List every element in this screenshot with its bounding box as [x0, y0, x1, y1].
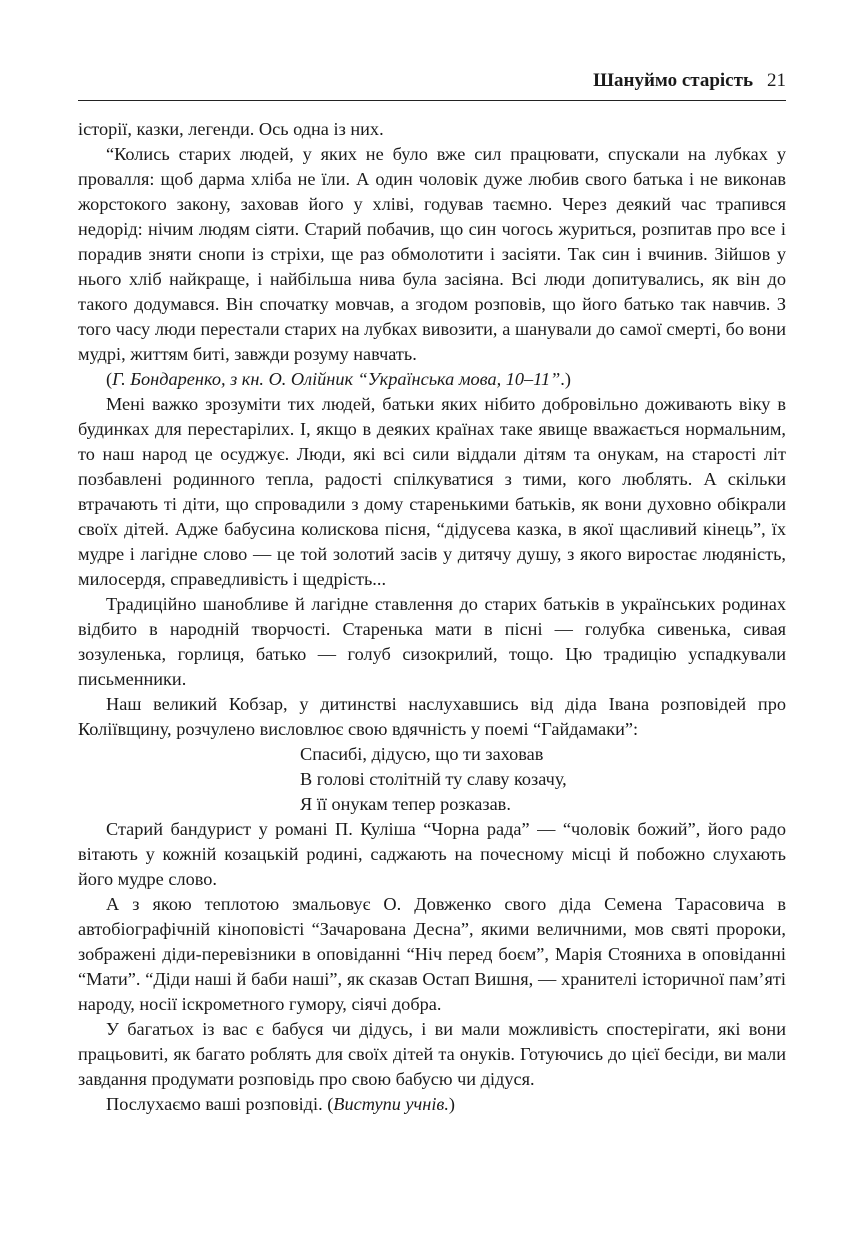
paragraph	[78, 1092, 786, 1117]
paragraph-text: У багатьох із вас є бабуся чи дідусь, і ви мали можливість спостерігати, які вони працьовиті, як багато роблять для своїх дітей та онуків. Готуючись до цієї бесіди, ви мали завдання продумати розповідь про свою бабусю чи дідуся.	[78, 1019, 786, 1089]
paragraph-text: “Колись старих людей, у яких не було вже сил працювати, спускали на лубках у провалля: щоб дарма хліба не їли. А один чоловік дуже любив свого батька і не виконав жорстокого закону, заховав його у хліві, годував таємно. Через деякий час трапився недорід: нічим людям сіяти. Старий побачив, що син чогось журиться, розпитав про все і порадив зняти снопи із стріхи, ще раз обмолотити і засіяти. Так син і вчинив. Зійшов у нього хліб найкраще, і найбільша нива була засіяна. Всі люди допитувались, як він до такого додумався. Він спочатку мовчав, а згодом розповів, що його батько так навчив. З того часу люди перестали старих на лубках вивозити, а шанували до самої смерті, бо вони мудрі, життям биті, завжди розуму навчать.	[78, 144, 786, 364]
running-title: Шануймо старість	[593, 70, 753, 91]
paragraph	[78, 692, 786, 742]
poem-line: Я її онукам тепер розказав.	[300, 794, 511, 814]
italic-text: Виступи учнів.	[333, 1094, 449, 1114]
book-page	[78, 70, 786, 1117]
text-block-after-poem	[78, 817, 786, 1117]
poem-quote	[78, 742, 786, 817]
paragraph	[78, 392, 786, 592]
page-header	[78, 70, 786, 101]
paragraph-text: Традиційно шанобливе й лагідне ставлення до старих батьків в українських родинах відбито в народній творчості. Старенька мати в пісні — голубка сивенька, сивая зозуленька, горлиця, батько — голуб сизокрилий, тощо. Цю традицію успадкували письменники.	[78, 594, 786, 689]
paragraph-text: Старий бандурист у романі П. Куліша “Чорна рада” — “чоловік божий”, його радо вітають у кожній козацькій родині, саджають на почесному місці й побожно слухають його мудре слово.	[78, 819, 786, 889]
paragraph-text: А з якою теплотою змальовує О. Довженко свого діда Семена Тарасовича в автобіографічній кіноповісті “Зачарована Десна”, якими величними, мов святі пророки, зображені діди-перевізники в оповіданні “Ніч перед боєм”, Марія Стояниха в оповіданні “Мати”. “Діди наші й баби наші”, як сказав Остап Вишня, — хранителі історичної пам’яті народу, носії іскрометного гумору, сіячі добра.	[78, 894, 786, 1014]
poem-line: Спасибі, дідусю, що ти заховав	[300, 744, 544, 764]
paragraph-text: Наш великий Кобзар, у дитинстві наслухавшись від діда Івана розповідей про Коліївщину, розчулено висловлює свою вдячність у поемі “Гайдамаки”:	[78, 694, 786, 739]
poem-line: В голові столітній ту славу козачу,	[300, 769, 567, 789]
paragraph-text: Мені важко зрозуміти тих людей, батьки яких нібито добровільно доживають віку в будинках для перестарілих. І, якщо в деяких країнах таке явище вважається нормальним, то наш народ це осуджує. Люди, які всі сили віддали дітям та онукам, на старості літ позбавлені родинного тепла, радості спілкуватися з тими, кого люблять. А скільки втрачають ті діти, що спровадили з дому старенькими батьків, як вони духовно обікрали своїх дітей. Адже бабусина колискова пісня, “дідусева казка, в якої щасливий кінець”, їх мудре і лагідне слово — це той золотий засів у дитячу душу, з якого виростає людяність, милосердя, справедливість і щедрість...	[78, 394, 786, 589]
paragraph	[78, 817, 786, 892]
italic-text: Г. Бондаренко, з кн. О. Олійник “Українська мова, 10–11”	[112, 369, 561, 389]
paragraph	[78, 892, 786, 1017]
page-number: 21	[767, 70, 786, 91]
paragraph	[78, 367, 786, 392]
paragraph-text: історії, казки, легенди. Ось одна із них.	[78, 119, 384, 139]
text-block-before-poem	[78, 117, 786, 742]
page-content	[78, 117, 786, 1117]
paragraph-text: (	[106, 369, 113, 389]
paragraph	[78, 142, 786, 367]
paragraph	[78, 117, 786, 142]
paragraph-text: )	[448, 1094, 456, 1114]
paragraph	[78, 592, 786, 692]
paragraph	[78, 1017, 786, 1092]
paragraph-text: Послухаємо ваші розповіді. (	[106, 1094, 334, 1114]
paragraph-text: .)	[560, 369, 571, 389]
